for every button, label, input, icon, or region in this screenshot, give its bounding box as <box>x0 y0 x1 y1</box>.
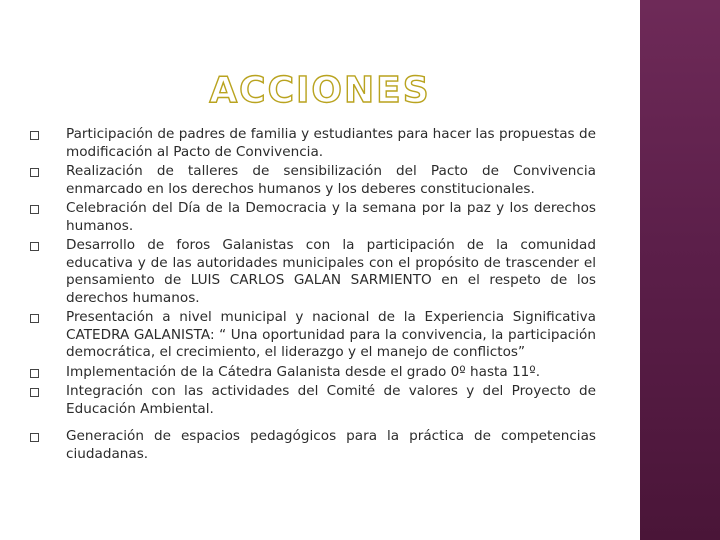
decorative-sidebar <box>640 0 720 540</box>
list-item <box>30 364 596 382</box>
list-item <box>30 200 596 235</box>
list-item <box>30 163 596 198</box>
bullet-list <box>30 126 596 467</box>
checkbox-bullet-icon <box>30 131 39 140</box>
checkbox-bullet-icon <box>30 205 39 214</box>
list-item <box>30 383 596 418</box>
checkbox-bullet-icon <box>30 168 39 177</box>
bullet-text: Presentación a nivel municipal y nacional de la Experiencia Significativa CATEDRA GALANISTA: “ Una oportunidad para la convivencia, la participación democrática, el crecimiento, el liderazgo y el manejo de conflictos” <box>66 309 596 360</box>
checkbox-bullet-icon <box>30 314 39 323</box>
list-item <box>30 309 596 362</box>
bullet-text: Realización de talleres de sensibilización del Pacto de Convivencia enmarcado en los derechos humanos y los deberes constitucionales. <box>66 163 596 197</box>
bullet-text: Celebración del Día de la Democracia y la semana por la paz y los derechos humanos. <box>66 200 596 234</box>
checkbox-bullet-icon <box>30 242 39 251</box>
bullet-text: Desarrollo de foros Galanistas con la participación de la comunidad educativa y de las autoridades municipales con el propósito de trascender el pensamiento de LUIS CARLOS GALAN SARMIENTO en el respeto de los derechos humanos. <box>66 237 596 306</box>
checkbox-bullet-icon <box>30 369 39 378</box>
slide-title: ACCIONES <box>209 70 431 111</box>
bullet-text: Implementación de la Cátedra Galanista desde el grado 0º hasta 11º. <box>66 363 541 380</box>
list-item <box>30 126 596 161</box>
checkbox-bullet-icon <box>30 388 39 397</box>
list-item <box>30 428 596 463</box>
list-item <box>30 237 596 307</box>
bullet-text: Integración con las actividades del Comité de valores y del Proyecto de Educación Ambiental. <box>66 383 596 417</box>
checkbox-bullet-icon <box>30 433 39 442</box>
bullet-text: Participación de padres de familia y estudiantes para hacer las propuestas de modificación al Pacto de Convivencia. <box>66 126 596 160</box>
bullet-text: Generación de espacios pedagógicos para la práctica de competencias ciudadanas. <box>66 428 596 462</box>
